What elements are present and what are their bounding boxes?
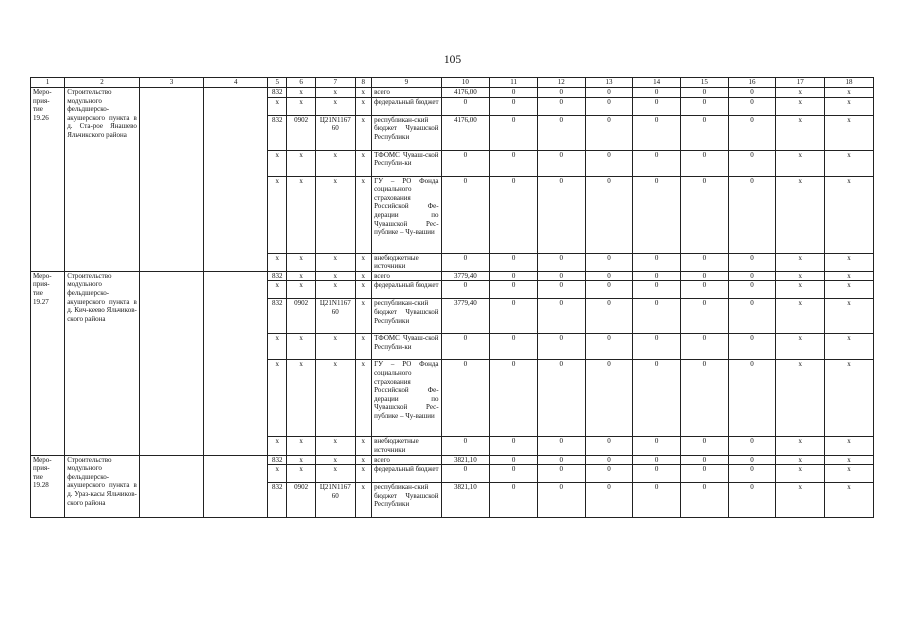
measure-description: Строительство модульного фельдшерско-акушерского пункта в д. Ураз-касы Яльчиков-ского района — [65, 455, 140, 518]
amount-cell: 0 — [441, 437, 490, 455]
grbs-cell: 832 — [268, 299, 287, 334]
responsible-cell — [139, 271, 203, 455]
year-value-cell: 0 — [681, 465, 729, 483]
section-cell: х — [287, 97, 316, 115]
section-cell: х — [287, 281, 316, 299]
column-header: 15 — [681, 78, 729, 88]
year-value-cell: х — [825, 455, 874, 465]
year-value-cell: х — [825, 465, 874, 483]
funding-source-cell: республикан-ский бюджет Чувашской Республики — [372, 483, 441, 518]
year-value-cell: 0 — [633, 115, 681, 150]
expense-type-cell: х — [355, 281, 372, 299]
column-header: 3 — [139, 78, 203, 88]
funding-source-cell: ГУ – РО Фонда социального страхования Российской Фе-дерации по Чувашской Рес-публике – Чу-вашии — [372, 360, 441, 437]
section-cell: х — [287, 465, 316, 483]
year-value-cell: 0 — [585, 465, 633, 483]
year-value-cell: х — [776, 176, 825, 253]
section-cell: х — [287, 176, 316, 253]
target-article-cell: х — [316, 465, 355, 483]
year-value-cell: 0 — [490, 299, 538, 334]
year-value-cell: 0 — [537, 360, 585, 437]
amount-cell: 0 — [441, 253, 490, 271]
year-value-cell: 0 — [728, 88, 776, 98]
expense-type-cell: х — [355, 253, 372, 271]
year-value-cell: 0 — [490, 281, 538, 299]
year-value-cell: 0 — [633, 150, 681, 176]
section-cell: х — [287, 88, 316, 98]
year-value-cell: 0 — [585, 115, 633, 150]
year-value-cell: 0 — [681, 176, 729, 253]
year-value-cell: 0 — [537, 281, 585, 299]
year-value-cell: 0 — [633, 334, 681, 360]
column-header: 8 — [355, 78, 372, 88]
measure-label: Меро- прия- тие 19.28 — [31, 455, 65, 518]
year-value-cell: х — [825, 437, 874, 455]
year-value-cell: 0 — [681, 334, 729, 360]
column-header: 16 — [728, 78, 776, 88]
target-article-cell: х — [316, 253, 355, 271]
year-value-cell: 0 — [585, 281, 633, 299]
target-article-cell: х — [316, 281, 355, 299]
year-value-cell: х — [776, 281, 825, 299]
year-value-cell: 0 — [585, 360, 633, 437]
funding-source-cell: всего — [372, 455, 441, 465]
target-article-cell: х — [316, 150, 355, 176]
measure-description: Строительство модульного фельдшерско-акушерского пункта в д. Ста-рое Янашево Яльчикского района — [65, 88, 140, 272]
grbs-cell: х — [268, 437, 287, 455]
grbs-cell: х — [268, 465, 287, 483]
year-value-cell: х — [776, 455, 825, 465]
responsible-cell — [139, 455, 203, 518]
column-header: 1 — [31, 78, 65, 88]
year-value-cell: 0 — [585, 299, 633, 334]
year-value-cell: 0 — [490, 437, 538, 455]
target-article-cell: х — [316, 360, 355, 437]
section-cell: х — [287, 437, 316, 455]
year-value-cell: 0 — [681, 115, 729, 150]
year-value-cell: 0 — [633, 299, 681, 334]
expense-type-cell: х — [355, 88, 372, 98]
target-article-cell: х — [316, 334, 355, 360]
year-value-cell: 0 — [681, 281, 729, 299]
column-header: 9 — [372, 78, 441, 88]
column-header: 11 — [490, 78, 538, 88]
year-value-cell: 0 — [537, 334, 585, 360]
expense-type-cell: х — [355, 271, 372, 281]
year-value-cell: 0 — [681, 360, 729, 437]
grbs-cell: 832 — [268, 271, 287, 281]
year-value-cell: х — [825, 88, 874, 98]
amount-cell: 4176,00 — [441, 115, 490, 150]
year-value-cell: х — [776, 253, 825, 271]
year-value-cell: 0 — [537, 88, 585, 98]
funding-source-cell: внебюджетные источники — [372, 253, 441, 271]
year-value-cell: 0 — [585, 88, 633, 98]
grbs-cell: х — [268, 360, 287, 437]
year-value-cell: 0 — [633, 483, 681, 518]
amount-cell: 0 — [441, 360, 490, 437]
year-value-cell: 0 — [681, 97, 729, 115]
grbs-cell: 832 — [268, 88, 287, 98]
section-cell: х — [287, 253, 316, 271]
amount-cell: 0 — [441, 281, 490, 299]
column-header: 6 — [287, 78, 316, 88]
year-value-cell: 0 — [728, 465, 776, 483]
year-value-cell: 0 — [490, 271, 538, 281]
expense-type-cell: х — [355, 97, 372, 115]
target-article-cell: х — [316, 88, 355, 98]
section-cell: х — [287, 271, 316, 281]
amount-cell: 3821,10 — [441, 483, 490, 518]
column-header: 13 — [585, 78, 633, 88]
column-header: 14 — [633, 78, 681, 88]
funding-source-cell: федеральный бюджет — [372, 97, 441, 115]
year-value-cell: х — [825, 360, 874, 437]
grbs-cell: 832 — [268, 483, 287, 518]
header-row — [31, 78, 874, 88]
year-value-cell: х — [825, 150, 874, 176]
column-header: 12 — [537, 78, 585, 88]
year-value-cell: 0 — [681, 299, 729, 334]
target-article-cell: Ц21N1167 60 — [316, 483, 355, 518]
grbs-cell: х — [268, 281, 287, 299]
year-value-cell: 0 — [728, 334, 776, 360]
year-value-cell: х — [825, 176, 874, 253]
grbs-cell: 832 — [268, 455, 287, 465]
funding-source-cell: ТФОМС Чуваш-ской Республи-ки — [372, 150, 441, 176]
funding-source-cell: республикан-ский бюджет Чувашской Республики — [372, 299, 441, 334]
participant-cell — [204, 88, 268, 272]
year-value-cell: 0 — [633, 97, 681, 115]
year-value-cell: 0 — [537, 253, 585, 271]
year-value-cell: 0 — [633, 271, 681, 281]
year-value-cell: 0 — [633, 88, 681, 98]
year-value-cell: 0 — [537, 150, 585, 176]
expense-type-cell: х — [355, 176, 372, 253]
year-value-cell: 0 — [728, 271, 776, 281]
year-value-cell: 0 — [490, 97, 538, 115]
measure-description: Строительство модульного фельдшерско-акушерского пункта в д. Кич-кеево Яльчиков-ского района — [65, 271, 140, 455]
target-article-cell: х — [316, 97, 355, 115]
column-header: 7 — [316, 78, 355, 88]
year-value-cell: 0 — [728, 483, 776, 518]
year-value-cell: 0 — [585, 271, 633, 281]
amount-cell: 3821,10 — [441, 455, 490, 465]
year-value-cell: 0 — [490, 176, 538, 253]
funding-source-cell: ТФОМС Чуваш-ской Республи-ки — [372, 334, 441, 360]
table-row — [31, 88, 874, 98]
expense-type-cell: х — [355, 360, 372, 437]
year-value-cell: х — [776, 334, 825, 360]
year-value-cell: 0 — [681, 437, 729, 455]
year-value-cell: 0 — [585, 150, 633, 176]
year-value-cell: 0 — [585, 483, 633, 518]
year-value-cell: х — [825, 299, 874, 334]
year-value-cell: 0 — [728, 455, 776, 465]
year-value-cell: 0 — [681, 271, 729, 281]
target-article-cell: х — [316, 455, 355, 465]
year-value-cell: х — [776, 150, 825, 176]
funding-source-cell: федеральный бюджет — [372, 465, 441, 483]
year-value-cell: 0 — [490, 483, 538, 518]
year-value-cell: 0 — [585, 437, 633, 455]
grbs-cell: х — [268, 176, 287, 253]
grbs-cell: х — [268, 334, 287, 360]
section-cell: 0902 — [287, 483, 316, 518]
expense-type-cell: х — [355, 334, 372, 360]
funding-source-cell: всего — [372, 88, 441, 98]
grbs-cell: х — [268, 150, 287, 176]
year-value-cell: 0 — [728, 281, 776, 299]
year-value-cell: 0 — [585, 97, 633, 115]
year-value-cell: 0 — [633, 360, 681, 437]
table-row — [31, 455, 874, 465]
year-value-cell: 0 — [537, 115, 585, 150]
responsible-cell — [139, 88, 203, 272]
year-value-cell: 0 — [728, 115, 776, 150]
year-value-cell: 0 — [537, 483, 585, 518]
target-article-cell: х — [316, 176, 355, 253]
year-value-cell: х — [776, 437, 825, 455]
year-value-cell: 0 — [633, 253, 681, 271]
amount-cell: 4176,00 — [441, 88, 490, 98]
year-value-cell: 0 — [537, 271, 585, 281]
column-header: 18 — [825, 78, 874, 88]
column-header: 2 — [65, 78, 140, 88]
year-value-cell: 0 — [681, 483, 729, 518]
year-value-cell: х — [776, 115, 825, 150]
column-header: 10 — [441, 78, 490, 88]
year-value-cell: х — [825, 115, 874, 150]
amount-cell: 3779,40 — [441, 271, 490, 281]
year-value-cell: 0 — [490, 150, 538, 176]
year-value-cell: 0 — [681, 88, 729, 98]
year-value-cell: х — [776, 88, 825, 98]
year-value-cell: 0 — [728, 437, 776, 455]
column-header: 17 — [776, 78, 825, 88]
section-cell: х — [287, 455, 316, 465]
expense-type-cell: х — [355, 455, 372, 465]
expense-type-cell: х — [355, 150, 372, 176]
year-value-cell: х — [776, 483, 825, 518]
year-value-cell: 0 — [585, 334, 633, 360]
year-value-cell: 0 — [490, 88, 538, 98]
year-value-cell: 0 — [728, 253, 776, 271]
year-value-cell: х — [825, 253, 874, 271]
year-value-cell: 0 — [633, 437, 681, 455]
year-value-cell: 0 — [728, 150, 776, 176]
expense-type-cell: х — [355, 437, 372, 455]
year-value-cell: 0 — [490, 334, 538, 360]
target-article-cell: х — [316, 271, 355, 281]
section-cell: 0902 — [287, 299, 316, 334]
year-value-cell: 0 — [490, 465, 538, 483]
expense-type-cell: х — [355, 465, 372, 483]
measure-label: Меро- прия- тие 19.27 — [31, 271, 65, 455]
year-value-cell: 0 — [585, 455, 633, 465]
year-value-cell: 0 — [633, 281, 681, 299]
participant-cell — [204, 455, 268, 518]
amount-cell: 0 — [441, 176, 490, 253]
section-cell: х — [287, 150, 316, 176]
year-value-cell: 0 — [633, 465, 681, 483]
year-value-cell: х — [825, 281, 874, 299]
year-value-cell: 0 — [537, 176, 585, 253]
year-value-cell: х — [825, 97, 874, 115]
year-value-cell: 0 — [728, 97, 776, 115]
year-value-cell: х — [825, 271, 874, 281]
expense-type-cell: х — [355, 299, 372, 334]
year-value-cell: х — [776, 97, 825, 115]
year-value-cell: 0 — [681, 455, 729, 465]
section-cell: х — [287, 334, 316, 360]
year-value-cell: 0 — [681, 253, 729, 271]
year-value-cell: 0 — [490, 455, 538, 465]
year-value-cell: 0 — [537, 465, 585, 483]
measure-label: Меро- прия- тие 19.26 — [31, 88, 65, 272]
section-cell: 0902 — [287, 115, 316, 150]
year-value-cell: х — [776, 360, 825, 437]
target-article-cell: Ц21N1167 60 — [316, 115, 355, 150]
table-body — [31, 78, 874, 518]
year-value-cell: 0 — [681, 150, 729, 176]
year-value-cell: 0 — [490, 253, 538, 271]
table-row — [31, 271, 874, 281]
participant-cell — [204, 271, 268, 455]
amount-cell: 0 — [441, 150, 490, 176]
year-value-cell: х — [825, 483, 874, 518]
year-value-cell: х — [776, 465, 825, 483]
year-value-cell: 0 — [585, 176, 633, 253]
budget-table — [30, 77, 874, 518]
year-value-cell: 0 — [490, 115, 538, 150]
year-value-cell: х — [825, 334, 874, 360]
amount-cell: 0 — [441, 97, 490, 115]
funding-source-cell: внебюджетные источники — [372, 437, 441, 455]
year-value-cell: 0 — [728, 176, 776, 253]
funding-source-cell: всего — [372, 271, 441, 281]
expense-type-cell: х — [355, 483, 372, 518]
funding-source-cell: федеральный бюджет — [372, 281, 441, 299]
grbs-cell: х — [268, 253, 287, 271]
funding-source-cell: ГУ – РО Фонда социального страхования Российской Фе-дерации по Чувашской Рес-публике – Чу-вашии — [372, 176, 441, 253]
column-header: 4 — [204, 78, 268, 88]
funding-source-cell: республикан-ский бюджет Чувашской Республики — [372, 115, 441, 150]
grbs-cell: х — [268, 97, 287, 115]
year-value-cell: 0 — [585, 253, 633, 271]
amount-cell: 3779,40 — [441, 299, 490, 334]
year-value-cell: 0 — [537, 299, 585, 334]
grbs-cell: 832 — [268, 115, 287, 150]
page-number: 105 — [443, 54, 462, 66]
target-article-cell: Ц21N1167 60 — [316, 299, 355, 334]
expense-type-cell: х — [355, 115, 372, 150]
year-value-cell: 0 — [633, 176, 681, 253]
year-value-cell: 0 — [537, 437, 585, 455]
year-value-cell: 0 — [490, 360, 538, 437]
year-value-cell: 0 — [728, 299, 776, 334]
year-value-cell: х — [776, 271, 825, 281]
amount-cell: 0 — [441, 334, 490, 360]
section-cell: х — [287, 360, 316, 437]
year-value-cell: 0 — [728, 360, 776, 437]
target-article-cell: х — [316, 437, 355, 455]
year-value-cell: х — [776, 299, 825, 334]
year-value-cell: 0 — [537, 97, 585, 115]
year-value-cell: 0 — [537, 455, 585, 465]
year-value-cell: 0 — [633, 455, 681, 465]
amount-cell: 0 — [441, 465, 490, 483]
column-header: 5 — [268, 78, 287, 88]
